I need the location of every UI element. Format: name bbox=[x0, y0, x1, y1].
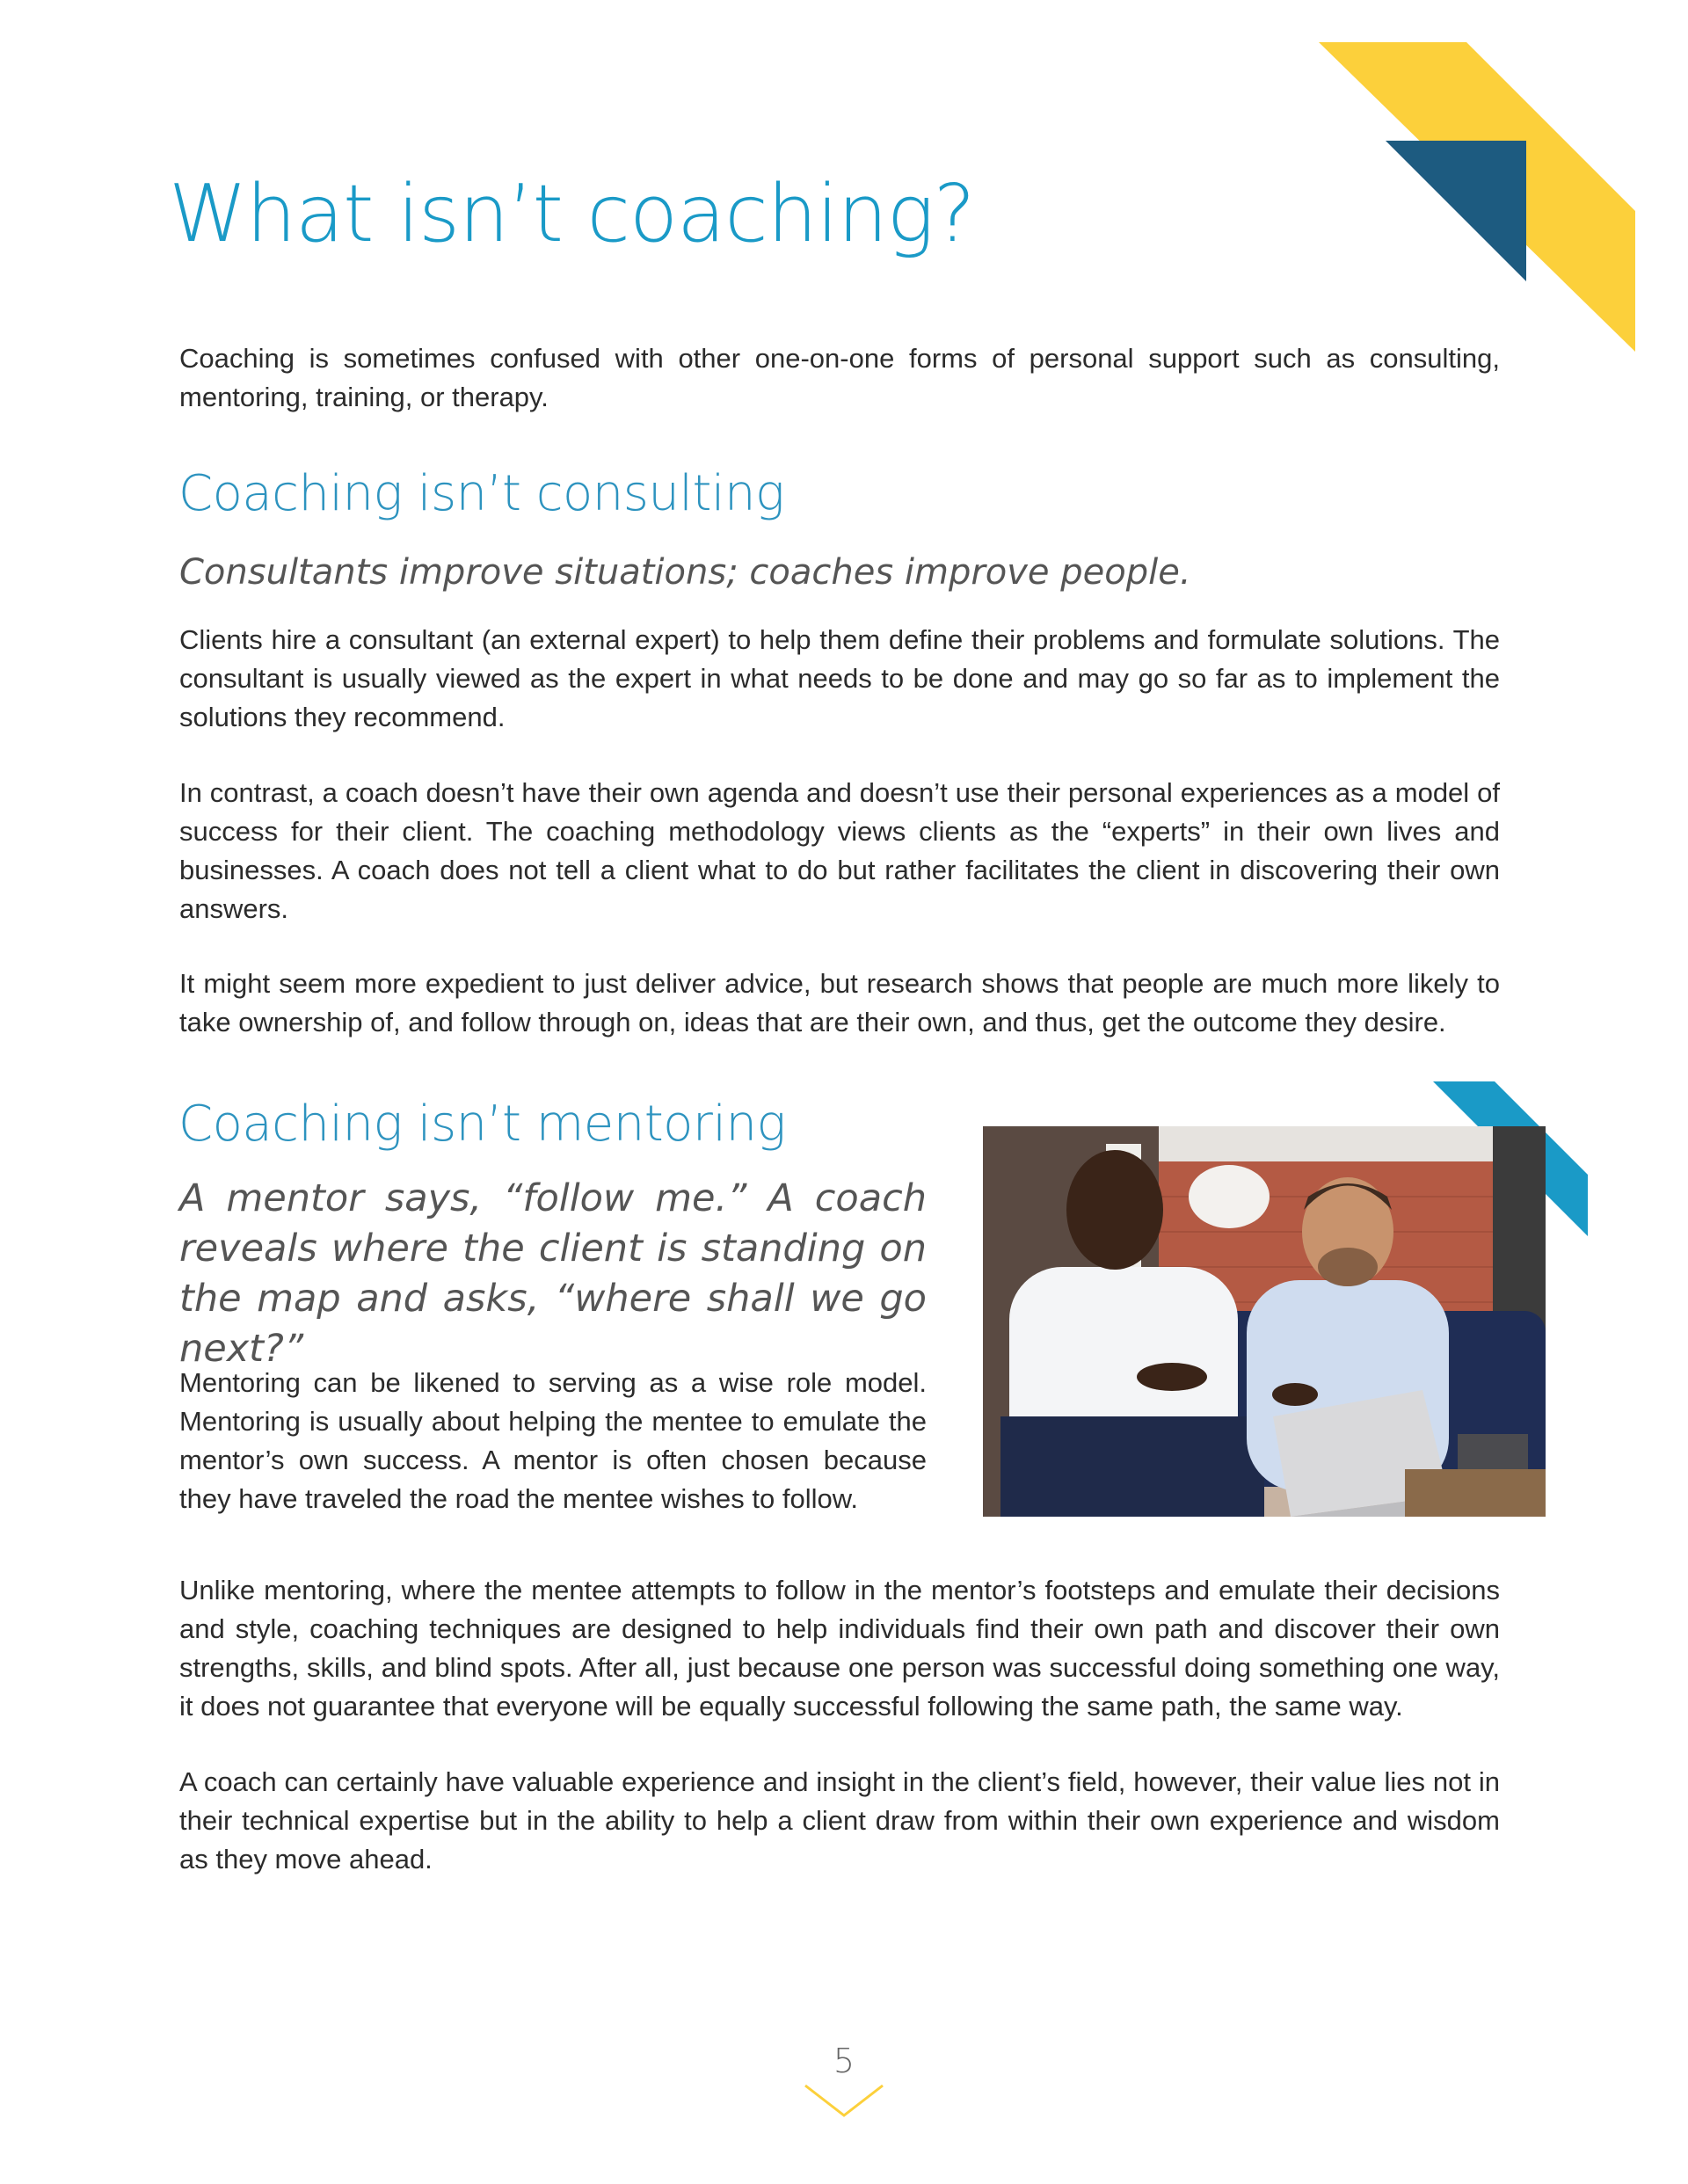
corner-decoration bbox=[1319, 42, 1635, 359]
coaching-photo-illustration bbox=[983, 1126, 1546, 1517]
mentoring-paragraph-1: Mentoring can be likened to serving as a wise role model. Mentoring is usually about helping the mentee to emulate the mentor’s own success. A mentor is often chosen because they have traveled the road the mentee wishes to follow. bbox=[179, 1367, 927, 1514]
consulting-tagline: Consultants improve situations; coaches improve people. bbox=[179, 552, 1191, 593]
page-number: 5 bbox=[833, 2042, 855, 2080]
consulting-paragraph-3: It might seem more expedient to just deliver advice, but research shows that people are much more likely to take ownership of, and follow through on, ideas that are their own, and thus, get the outcome they desire. bbox=[179, 968, 1500, 1037]
consulting-paragraph-2: In contrast, a coach doesn’t have their own agenda and doesn’t use their personal experiences as a model of success for their client. The coaching methodology views clients as the “experts” in their own lives and businesses. A coach does not tell a client what to do but rather facilitates the client in discovering their own answers. bbox=[179, 777, 1500, 924]
mentoring-heading: Coaching isn’t mentoring bbox=[178, 1096, 786, 1153]
navy-triangle-shape bbox=[1386, 141, 1526, 281]
consulting-paragraph-1: Clients hire a consultant (an external expert) to help them define their problems and formulate solutions. The consultant is usually viewed as the expert in what needs to be done and may go so far as to implement the solutions they recommend. bbox=[179, 624, 1500, 732]
mentoring-paragraph-3: A coach can certainly have valuable experience and insight in the client’s field, however, their value lies not in their technical expertise but in the ability to help a client draw from within their own experience and wisdom as they move ahead. bbox=[179, 1766, 1500, 1875]
intro-paragraph: Coaching is sometimes confused with other one-on-one forms of personal support such as consulting, mentoring, training, or therapy. bbox=[179, 343, 1500, 412]
page-title: What isn’t coaching? bbox=[169, 168, 975, 260]
mentoring-tagline: A mentor says, “follow me.” A coach reveals where the client is standing on the map and asks, “where shall we go next?” bbox=[179, 1176, 927, 1371]
mentoring-paragraph-2: Unlike mentoring, where the mentee attempts to follow in the mentor’s footsteps and emulate their decisions and style, coaching techniques are designed to help individuals find their own path and discover their own strengths, skills, and blind spots. After all, just because one person was successful doing something one way, it does not guarantee that everyone will be equally successful following the same path, the same way. bbox=[179, 1575, 1500, 1722]
consulting-heading: Coaching isn’t consulting bbox=[178, 465, 785, 522]
chevron-down-icon bbox=[802, 2082, 886, 2121]
coaching-photo bbox=[983, 1126, 1546, 1517]
